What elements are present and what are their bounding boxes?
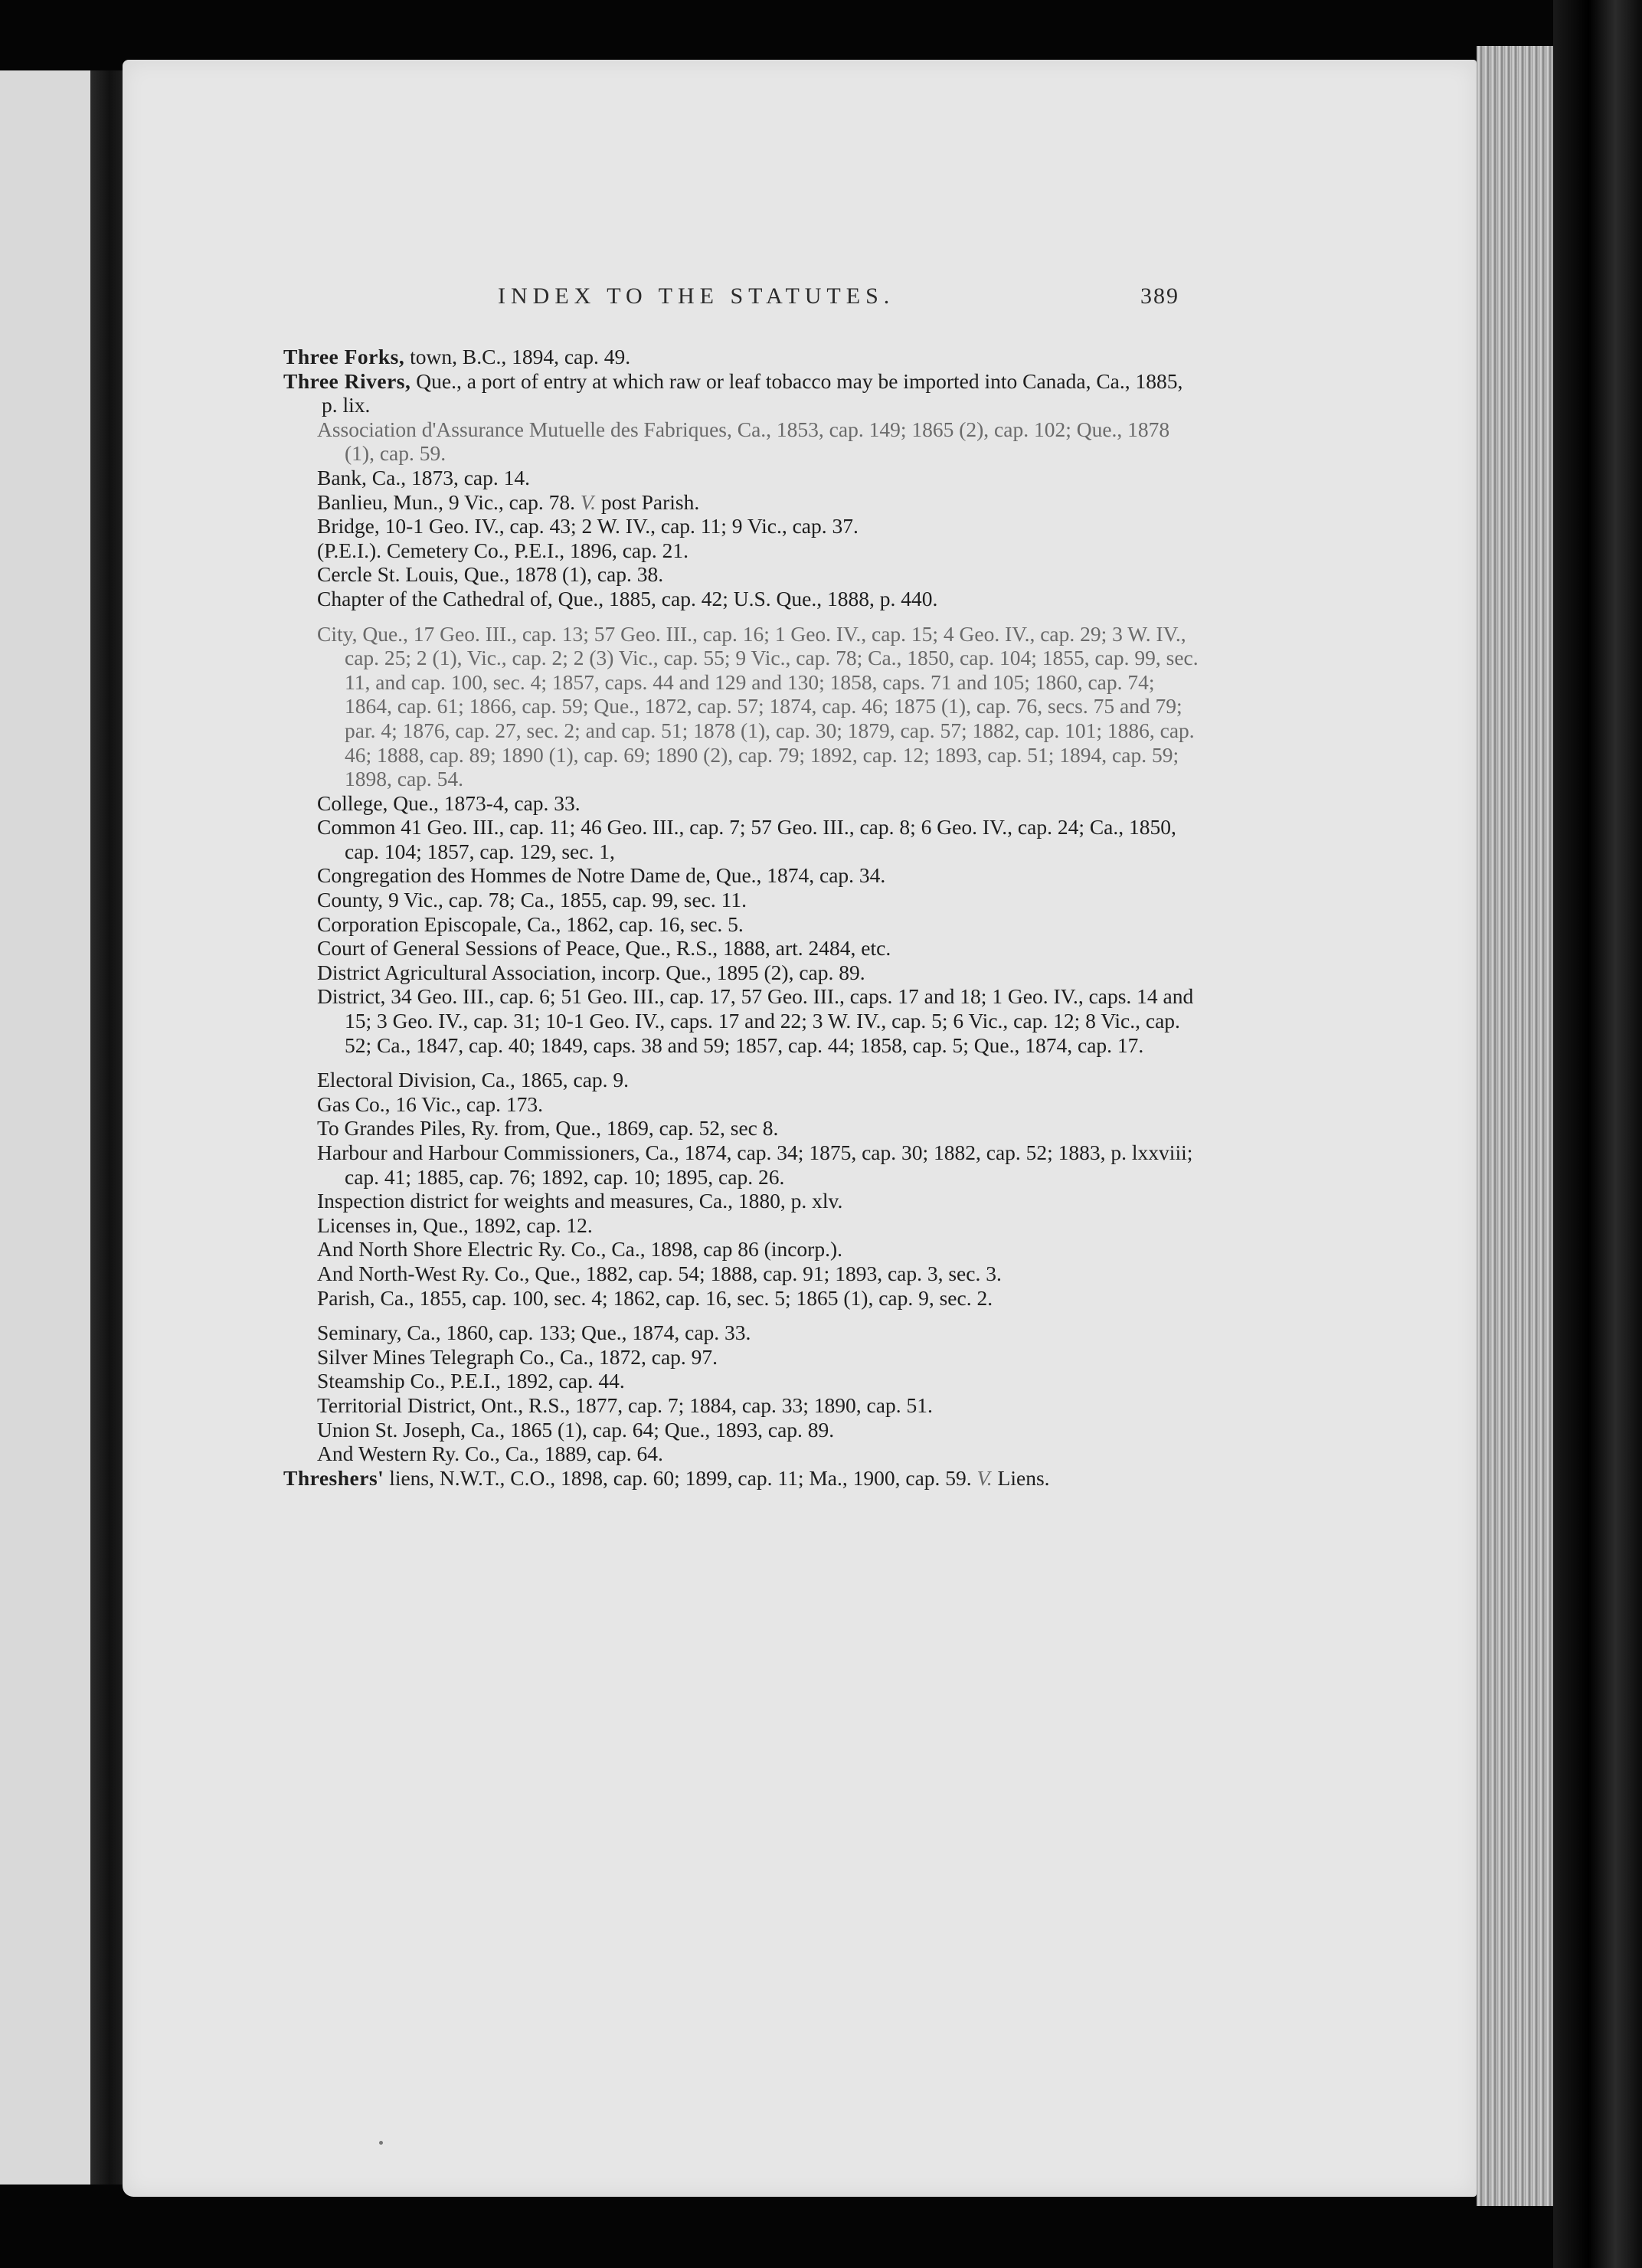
subentry-banlieu xyxy=(283,490,1202,515)
subentry-union: Union St. Joseph, Ca., 1865 (1), cap. 64; Que., 1893, cap. 89. xyxy=(317,1417,835,1442)
entry-text: town, B.C., 1894, cap. 49. xyxy=(404,345,631,368)
subentry-association: Association d'Assurance Mutuelle des Fabriques, Ca., 1853, cap. 149; 1865 (2), cap. 102; Que., 1878 (1), cap. 59. xyxy=(317,417,1170,466)
entry-text: liens, N.W.T., C.O., 1898, cap. 60; 1899, cap. 11; Ma., 1900, cap. 59. xyxy=(384,1465,972,1490)
page-stack-edges xyxy=(1477,46,1553,2206)
subentry-bridge: Bridge, 10-1 Geo. IV., cap. 43; 2 W. IV., cap. 11; 9 Vic., cap. 37. xyxy=(317,514,859,538)
subentry-parish: Parish, Ca., 1855, cap. 100, sec. 4; 1862, cap. 16, sec. 5; 1865 (1), cap. 9, sec. 2. xyxy=(317,1285,993,1310)
subentry-electoral: Electoral Division, Ca., 1865, cap. 9. xyxy=(317,1068,630,1092)
index-entries xyxy=(283,345,1202,1490)
see-reference: V. xyxy=(580,489,596,514)
subentry-congregation: Congregation des Hommes de Notre Dame de, Que., 1874, cap. 34. xyxy=(317,863,886,888)
subentry-banlieu-text: Banlieu, Mun., 9 Vic., cap. 78. xyxy=(317,489,575,514)
subentry-seminary: Seminary, Ca., 1860, cap. 133; Que., 1874, cap. 33. xyxy=(317,1321,751,1345)
subentry-court: Court of General Sessions of Peace, Que., R.S., 1888, art. 2484, etc. xyxy=(317,936,891,961)
entry-heading: Three Forks, xyxy=(283,345,405,368)
subentry-cercle: Cercle St. Louis, Que., 1878 (1), cap. 38. xyxy=(317,562,664,587)
index-entry-three-rivers xyxy=(283,369,1202,417)
subentry-cemetery: (P.E.I.). Cemetery Co., P.E.I., 1896, cap. 21. xyxy=(317,538,689,562)
subentry-college: College, Que., 1873-4, cap. 33. xyxy=(317,790,581,815)
index-entry-threshers xyxy=(283,1466,1202,1491)
subentry-gas: Gas Co., 16 Vic., cap. 173. xyxy=(317,1091,543,1116)
subentry-steamship: Steamship Co., P.E.I., 1892, cap. 44. xyxy=(317,1369,625,1393)
entry-heading: Threshers' xyxy=(283,1465,384,1490)
subentry-silver-mines: Silver Mines Telegraph Co., Ca., 1872, cap. 97. xyxy=(317,1344,718,1369)
scan-speck xyxy=(379,2141,383,2145)
subentry-bank: Bank, Ca., 1873, cap. 14. xyxy=(317,465,531,489)
left-page-edge xyxy=(0,70,90,2185)
subentry-north-shore: And North Shore Electric Ry. Co., Ca., 1898, cap 86 (incorp.). xyxy=(317,1237,842,1262)
subentry-district: District, 34 Geo. III., cap. 6; 51 Geo. III., cap. 17, 57 Geo. III., caps. 17 and 18; 1 Geo. IV., caps. 14 and 15; 3 Geo. IV., cap. 31; 10-1 Geo. IV., caps. 17 and 22; 3 W. IV., cap. 5; 6 Vic., cap. 12; 8 Vic., cap. 52; Ca., 1847, cap. 40; 1849, caps. 38 and 59; 1857, cap. 44; 1858, cap. 5; Que., 1874, cap. 17. xyxy=(317,984,1194,1057)
subentry-district-agricultural: District Agricultural Association, incorp. Que., 1895 (2), cap. 89. xyxy=(317,960,865,984)
running-head-title: INDEX TO THE STATUTES. xyxy=(498,283,895,309)
subentry-common: Common 41 Geo. III., cap. 11; 46 Geo. III., cap. 7; 57 Geo. III., cap. 8; 6 Geo. IV., cap. 24; Ca., 1850, cap. 104; 1857, cap. 129, sec. 1, xyxy=(317,815,1176,863)
see-reference-target: post Parish. xyxy=(595,489,700,514)
subentry-western-ry: And Western Ry. Co., Ca., 1889, cap. 64. xyxy=(317,1442,663,1466)
subentry-grandes-piles: To Grandes Piles, Ry. from, Que., 1869, cap. 52, sec 8. xyxy=(317,1116,779,1141)
entry-heading: Three Rivers, xyxy=(283,368,411,393)
page-number: 389 xyxy=(1140,283,1179,309)
entry-text: Que., a port of entry at which raw or leaf tobacco may be imported into Canada, Ca., 1885, p. lix. xyxy=(322,368,1183,417)
subentry-inspection: Inspection district for weights and measures, Ca., 1880, p. xlv. xyxy=(317,1189,843,1213)
see-reference-target: Liens. xyxy=(992,1465,1050,1490)
subentry-north-west: And North-West Ry. Co., Que., 1882, cap. 54; 1888, cap. 91; 1893, cap. 3, sec. 3. xyxy=(317,1261,1002,1285)
subentry-city: City, Que., 17 Geo. III., cap. 13; 57 Geo. III., cap. 16; 1 Geo. IV., cap. 15; 4 Geo. IV., cap. 29; 3 W. IV., cap. 25; 2 (1), Vic., cap. 2; 2 (3) Vic., cap. 55; 9 Vic., cap. 78; Ca., 1850, cap. 104; 1855, cap. 99, sec. 11, and cap. 100, sec. 4; 1857, caps. 44 and 129 and 130; 1858, caps. 71 and 105; 1860, cap. 74; 1864, cap. 61; 1866, cap. 59; Que., 1872, cap. 57; 1874, cap. 46; 1875 (1), cap. 76, secs. 75 and 79; par. 4; 1876, cap. 27, sec. 2; and cap. 51; 1878 (1), cap. 30; 1879, cap. 57; 1882, cap. 101; 1886, cap. 46; 1888, cap. 89; 1890 (1), cap. 69; 1890 (2), cap. 79; 1892, cap. 12; 1893, cap. 51; 1894, cap. 59; 1898, cap. 54. xyxy=(317,621,1199,791)
subentry-territorial: Territorial District, Ont., R.S., 1877, cap. 7; 1884, cap. 33; 1890, cap. 51. xyxy=(317,1393,933,1417)
subentry-licenses: Licenses in, Que., 1892, cap. 12. xyxy=(317,1213,593,1237)
index-entry-three-forks xyxy=(283,345,1202,369)
subentry-harbour: Harbour and Harbour Commissioners, Ca., 1874, cap. 34; 1875, cap. 30; 1882, cap. 52; 1883, p. lxxviii; cap. 41; 1885, cap. 76; 1892, cap. 10; 1895, cap. 26. xyxy=(317,1141,1193,1189)
book-gutter xyxy=(90,70,123,2185)
running-head xyxy=(429,283,1179,322)
subentry-county: County, 9 Vic., cap. 78; Ca., 1855, cap. 99, sec. 11. xyxy=(317,888,747,912)
subentry-chapter: Chapter of the Cathedral of, Que., 1885, cap. 42; U.S. Que., 1888, p. 440. xyxy=(317,586,938,610)
see-reference: V. xyxy=(976,1465,993,1490)
book-cover-edge xyxy=(1553,0,1642,2268)
subentry-corporation: Corporation Episcopale, Ca., 1862, cap. 16, sec. 5. xyxy=(317,911,744,936)
